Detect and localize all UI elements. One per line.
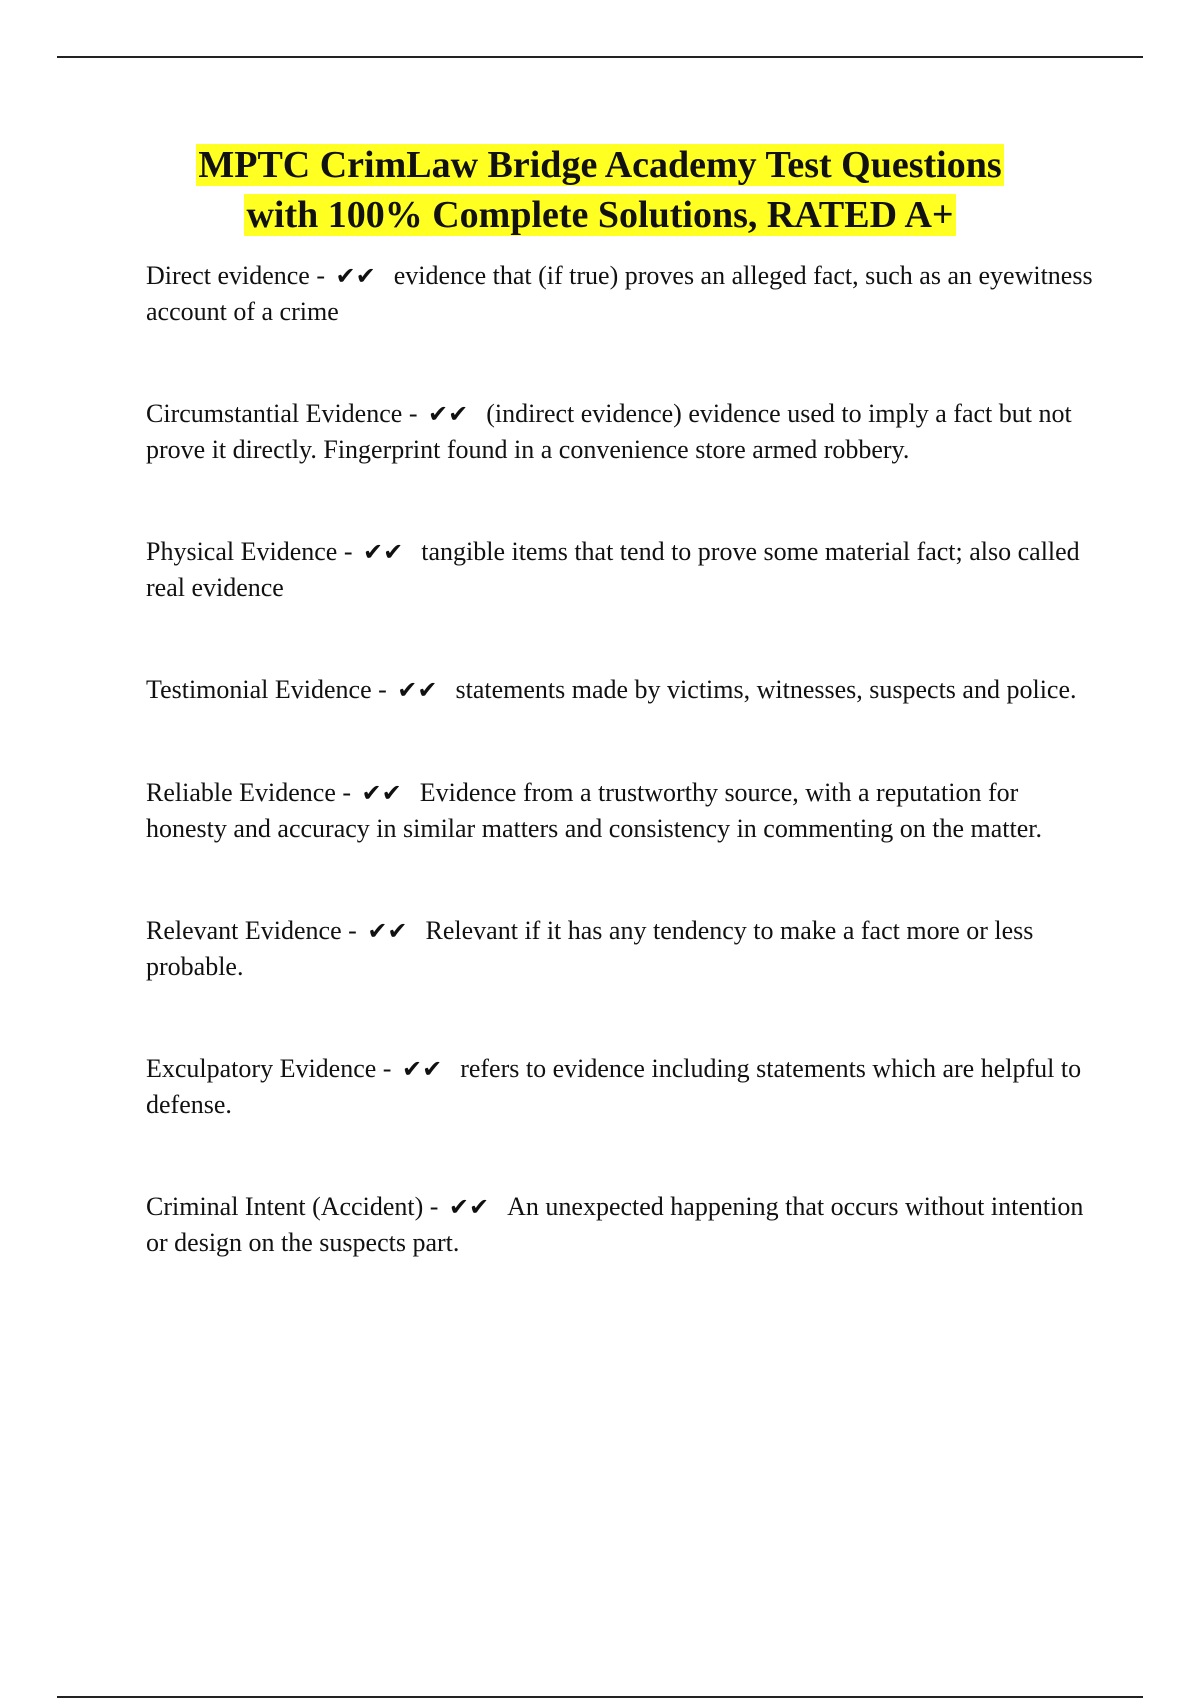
double-check-icon: ✔✔ (363, 538, 404, 566)
qa-entry (146, 258, 1096, 329)
document-title (0, 140, 1200, 240)
entry-separator: - (309, 261, 326, 290)
entry-definition: Relevant if it has any tendency to make a fact more or less probable. (146, 916, 1034, 981)
double-check-icon: ✔✔ (361, 779, 402, 807)
entry-definition: (indirect evidence) evidence used to imply a fact but not prove it directly. Fingerprint found in a convenience store armed robbery. (146, 399, 1072, 464)
double-check-icon: ✔✔ (367, 917, 408, 945)
qa-entry (146, 672, 1096, 708)
double-check-icon: ✔✔ (401, 1055, 443, 1083)
entry-term: Relevant Evidence (146, 916, 342, 945)
entry-separator: - (376, 1054, 392, 1083)
entry-term: Physical Evidence (146, 537, 338, 566)
entry-term: Criminal Intent (Accident) (146, 1192, 424, 1221)
double-check-icon: ✔✔ (335, 262, 376, 290)
qa-list (146, 258, 1096, 1327)
entry-definition: refers to evidence including statements which are helpful to defense. (146, 1054, 1082, 1119)
qa-entry (146, 1051, 1096, 1122)
qa-entry (146, 775, 1096, 846)
top-rule (57, 56, 1143, 58)
double-check-icon: ✔✔ (427, 400, 469, 428)
qa-entry (146, 1189, 1096, 1260)
entry-definition: tangible items that tend to prove some material fact; also called real evidence (146, 537, 1080, 602)
entry-separator: - (371, 675, 387, 704)
entry-separator: - (341, 916, 357, 945)
entry-separator: - (402, 399, 418, 428)
double-check-icon: ✔✔ (448, 1193, 490, 1221)
qa-entry (146, 534, 1096, 605)
entry-separator: - (337, 537, 353, 566)
entry-separator: - (423, 1192, 439, 1221)
entry-term: Reliable Evidence (146, 778, 336, 807)
qa-entry (146, 396, 1096, 467)
double-check-icon: ✔✔ (397, 676, 438, 704)
entry-definition: Evidence from a trustworthy source, with a reputation for honesty and accuracy in similar matters and consistency in commenting on the matter. (146, 778, 1043, 843)
bottom-rule (57, 1696, 1143, 1698)
title-line-1: MPTC CrimLaw Bridge Academy Test Questions (198, 144, 1002, 186)
entry-term: Circumstantial Evidence (146, 399, 403, 428)
entry-definition: statements made by victims, witnesses, suspects and police. (455, 675, 1077, 704)
entry-definition: An unexpected happening that occurs without intention or design on the suspects part. (146, 1192, 1084, 1257)
entry-term: Testimonial Evidence (146, 675, 372, 704)
entry-definition: evidence that (if true) proves an alleged fact, such as an eyewitness account of a crime (146, 261, 1093, 326)
qa-entry (146, 913, 1096, 984)
entry-separator: - (335, 778, 352, 807)
title-line-2: with 100% Complete Solutions, RATED A+ (246, 194, 954, 236)
entry-term: Direct evidence (146, 261, 310, 290)
entry-term: Exculpatory Evidence (146, 1054, 377, 1083)
